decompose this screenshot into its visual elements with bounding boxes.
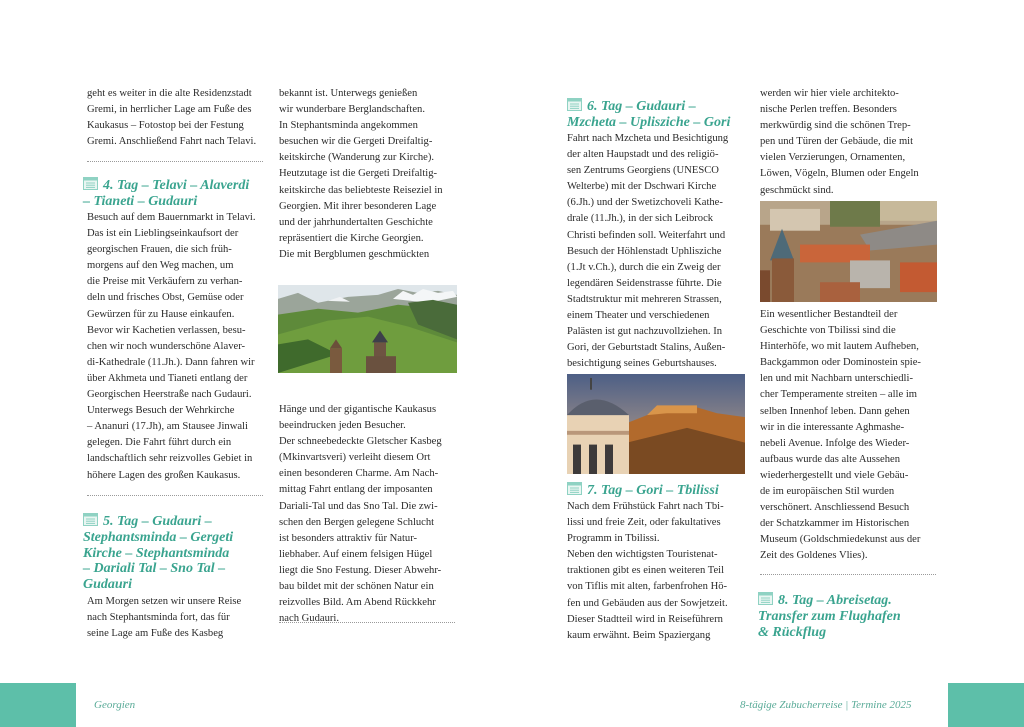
- text-line: lissi und freie Zeit, oder fakultatives: [567, 517, 721, 529]
- text-line: Fahrt nach Mzcheta und Besichtigung: [567, 133, 729, 144]
- text-line: drale (11.Jh.), in der sich Leibrock: [567, 213, 714, 225]
- text-line: beeindrucken jeden Besucher.: [279, 420, 406, 432]
- heading-line: 6. Tag – Gudauri –: [587, 99, 696, 114]
- text-line: Neben den wichtigsten Touristenat-: [567, 549, 718, 561]
- calendar-icon: [83, 177, 98, 190]
- text-line: geht es weiter in die alte Residenzstadt: [87, 88, 252, 99]
- text-line: reizvolles Bild. Am Abend Rückkehr: [279, 597, 436, 609]
- text-line: gelegen. Die Fahrt führt durch ein: [87, 437, 232, 449]
- text-line: (Mkinvartsveri) verleiht diesem Ort: [279, 452, 431, 464]
- text-line: Gremi. Anschließend Fahrt nach Telavi.: [87, 136, 257, 148]
- text-line: Backgammon oder Dominostein spie-: [760, 357, 921, 369]
- day4-heading: [83, 177, 249, 210]
- text-line: nach Stephantsminda fort, das für: [87, 612, 230, 624]
- text-line: Unterwegs Besuch der Wehrkirche: [87, 405, 235, 417]
- day4-body: [87, 210, 256, 484]
- text-line: Museum (Goldschmiedekunst aus der: [760, 534, 921, 546]
- text-line: Programm in Tbilissi.: [567, 533, 660, 545]
- text-line: die Preise mit Verkäufern zu verhan-: [87, 276, 243, 288]
- text-line: bau bildet mit der schönen Natur ein: [279, 581, 434, 593]
- day8-heading: [758, 592, 901, 640]
- text-line: besichtigung seines Geburtshauses.: [567, 358, 717, 370]
- heading-line: & Rückflug: [758, 624, 827, 640]
- text-line: Zeit des Goldenes Vlies).: [760, 550, 868, 562]
- text-line: Kaukasus – Fotostop bei der Festung: [87, 120, 244, 132]
- heading-line: – Tianeti – Gudauri: [83, 193, 198, 209]
- text-line: werden wir hier viele architekto-: [760, 88, 899, 99]
- heading-text: [587, 483, 719, 498]
- text-line: Ein wesentlicher Bestandteil der: [760, 309, 898, 320]
- day7-heading: [567, 482, 719, 499]
- text-line: landschaftlich sehr reizvolles Gebiet in: [87, 453, 253, 465]
- text-line: einen besonderen Charme. Am Nach-: [279, 468, 439, 480]
- heading-line: Kirche – Stephantsminda: [83, 545, 230, 561]
- day7-text-part3: [760, 307, 921, 565]
- text-line: der Schatzkammer im Historischen: [760, 518, 910, 530]
- text-line: Am Morgen setzen wir unsere Reise: [87, 596, 242, 607]
- text-line: fen und Gebäuden aus der Sowjetzeit.: [567, 597, 728, 609]
- text-line: legendären Seidenstrasse führte. Die: [567, 277, 722, 289]
- text-line: selben Innenhof leben. Dann gehen: [760, 405, 910, 417]
- text-line: Christi befinden soll. Weiterfahrt und: [567, 229, 726, 241]
- heading-text: [567, 99, 730, 130]
- text-line: verschönert. Anschliessend Besuch: [760, 502, 910, 514]
- text-line: besuchen wir die Gergeti Dreifaltig-: [279, 136, 433, 148]
- text-line: Löwen, Vögeln, Blumen oder Engeln: [760, 168, 919, 180]
- text-line: Heutzutage ist die Gergeti Dreifaltig-: [279, 168, 438, 180]
- footer-color-block-right: [948, 683, 1024, 727]
- heading-text: [83, 514, 233, 592]
- heading-line: Transfer zum Flughafen: [758, 608, 901, 624]
- text-line: chen wir noch wunderschöne Alaver-: [87, 340, 246, 352]
- footer-country: Georgien: [94, 699, 136, 711]
- text-line: nach Gudauri.: [279, 613, 340, 625]
- text-line: Dariali-Tal und das Sno Tal. Die zwi-: [279, 500, 438, 512]
- text-line: pen und Türen der Gebäude, die mit: [760, 136, 914, 148]
- tbilissi-oldtown-photo: [760, 201, 937, 302]
- text-line: Bevor wir Kachetien verlassen, besu-: [87, 324, 246, 336]
- text-line: Geschichte von Tbilissi sind die: [760, 325, 896, 337]
- text-line: merkwürdig sind die schönen Trep-: [760, 120, 911, 132]
- right-page: [512, 0, 1024, 727]
- text-line: Die mit Bergblumen geschmückten: [279, 248, 430, 260]
- text-line: Gewürzen für zu Hause einkaufen.: [87, 308, 235, 320]
- text-line: über Akhmeta und Tianeti entlang der: [87, 372, 248, 384]
- text-line: wir wunderbare Berglandschaften.: [279, 104, 426, 116]
- text-line: len und mit Nachbarn unterschiedli-: [760, 373, 913, 385]
- text-line: cher Temperamente streiten – alle im: [760, 389, 918, 401]
- footer-tour-info: 8-tägige Zubucherreise | Termine 2025: [740, 699, 912, 711]
- day5-body: [87, 594, 241, 642]
- heading-line: Mzcheta – Uplisziche – Gori: [567, 114, 731, 130]
- text-line: liegt die Sno Festung. Dieser Abwehr-: [279, 564, 442, 576]
- calendar-icon: [567, 98, 582, 111]
- text-line: und der jahrhundertalten Geschichte: [279, 216, 433, 228]
- text-line: (6.Jh.) und der Swetizchoveli Kathe-: [567, 197, 723, 209]
- text-line: (1.Jt v.Ch.), durch die ein Zweig der: [567, 261, 721, 273]
- text-line: einem Theater und verschiedenen: [567, 310, 710, 322]
- text-line: In Stephantsminda angekommen: [279, 120, 418, 132]
- text-line: keitskirche (Wanderung zur Kirche).: [279, 152, 435, 164]
- text-line: sen Zentrums Georgiens (UNESCO: [567, 165, 719, 177]
- text-line: – Ananuri (17.Jh), am Stausee Jinwali: [87, 421, 248, 433]
- text-line: seine Lage am Fuße des Kasbeg: [87, 628, 224, 640]
- text-line: Welterbe) mit der Dschwari Kirche: [567, 181, 717, 193]
- text-line: georgischen Frauen, die sich früh-: [87, 244, 232, 256]
- text-line: nische Perlen treffen. Besonders: [760, 104, 897, 116]
- day5-heading: [83, 513, 233, 593]
- text-line: Hinterhöfe, wo mit lautem Aufheben,: [760, 341, 919, 353]
- text-line: deln und frisches Obst, Gemüse oder: [87, 292, 244, 304]
- text-line: keitskirche das beliebteste Reiseziel in: [279, 184, 443, 196]
- text-line: nebeli Avenue. Infolge des Wieder-: [760, 437, 910, 449]
- text-line: der alten Haupstadt und des religiö-: [567, 149, 719, 161]
- divider: [87, 161, 263, 162]
- day6-body: [567, 131, 728, 372]
- heading-line: Gudauri: [83, 577, 133, 593]
- text-line: aufbaus wurde das alte Aussehen: [760, 453, 901, 465]
- text-line: mittag Fahrt entlang der imposanten: [279, 484, 433, 496]
- text-line: di-Kathedrale (11.Jh.). Dann fahren wir: [87, 356, 255, 368]
- text-line: Nach dem Frühstück Fahrt nach Tbi-: [567, 501, 724, 512]
- heading-line: – Dariali Tal – Sno Tal –: [83, 561, 226, 577]
- heading-line: 5. Tag – Gudauri –: [103, 514, 212, 529]
- footer-color-block-left: [0, 683, 76, 727]
- text-line: morgens auf den Weg machen, um: [87, 260, 234, 272]
- text-line: Stadtstruktur mit mehreren Strassen,: [567, 293, 722, 305]
- text-line: Der schneebedeckte Gletscher Kasbeg: [279, 436, 442, 448]
- heading-text: [83, 178, 249, 209]
- text-line: Georgischen Heerstraße nach Gudauri.: [87, 389, 252, 401]
- text-line: Besuch auf dem Bauernmarkt in Telavi.: [87, 212, 256, 223]
- text-line: schen den Bergen gelegene Schlucht: [279, 516, 435, 528]
- text-line: bekannt ist. Unterwegs genießen: [279, 88, 418, 99]
- day7-text-part2: [760, 86, 919, 199]
- calendar-icon: [567, 482, 582, 495]
- text-line: Das ist ein Lieblingseinkaufsort der: [87, 228, 239, 240]
- text-line: wiederhergestellt und viele Gebäu-: [760, 469, 909, 481]
- text-line: von Tiflis mit alten, farbenfrohen Hö-: [567, 581, 728, 593]
- divider: [760, 574, 936, 575]
- gergeti-church-photo: [278, 285, 457, 373]
- divider: [279, 622, 455, 623]
- day7-body: [567, 499, 728, 644]
- day6-heading: [567, 98, 730, 131]
- day5-text-part1: [279, 86, 443, 263]
- gori-fortress-photo: [567, 374, 745, 474]
- heading-text: [758, 593, 901, 640]
- text-line: Hänge und der gigantische Kaukasus: [279, 404, 437, 415]
- heading-line: 8. Tag – Abreisetag.: [778, 593, 892, 608]
- text-line: höhere Lagen des großen Kaukasus.: [87, 469, 241, 481]
- text-line: de im europäischen Stil wurden: [760, 486, 895, 498]
- calendar-icon: [758, 592, 773, 605]
- text-line: vielen Verzierungen, Ornamenten,: [760, 152, 906, 164]
- text-line: kaum erwähnt. Beim Spaziergang: [567, 629, 711, 641]
- text-line: Georgien. Mit ihrer besonderen Lage: [279, 200, 437, 212]
- text-line: Gori, der Geburtstadt Stalins, Außen-: [567, 342, 726, 354]
- calendar-icon: [83, 513, 98, 526]
- text-line: Besuch der Höhlenstadt Uphlisziche: [567, 245, 722, 257]
- day5-text-part2: [279, 402, 442, 627]
- text-line: Dieser Stadtteil wird in Reiseführern: [567, 613, 723, 625]
- text-line: Gremi, in herrlicher Lage am Fuße des: [87, 104, 252, 116]
- day3-continued-text: [87, 86, 256, 150]
- text-line: liebhaber. Auf einem felsigen Hügel: [279, 548, 433, 560]
- heading-line: Stephantsminda – Gergeti: [83, 529, 234, 545]
- text-line: traktionen gibt es einen weiteren Teil: [567, 565, 725, 577]
- text-line: ist besonders attraktiv für Natur-: [279, 532, 418, 544]
- heading-line: 7. Tag – Gori – Tbilissi: [587, 483, 719, 498]
- text-line: geschmückt sind.: [760, 184, 834, 196]
- text-line: repräsentiert die Kirche Georgien.: [279, 232, 424, 244]
- text-line: Palästen ist gut nachzuvollziehen. In: [567, 326, 723, 338]
- divider: [87, 495, 263, 496]
- heading-line: 4. Tag – Telavi – Alaverdi: [103, 178, 250, 193]
- text-line: wir in die interessante Aghmashe-: [760, 421, 905, 433]
